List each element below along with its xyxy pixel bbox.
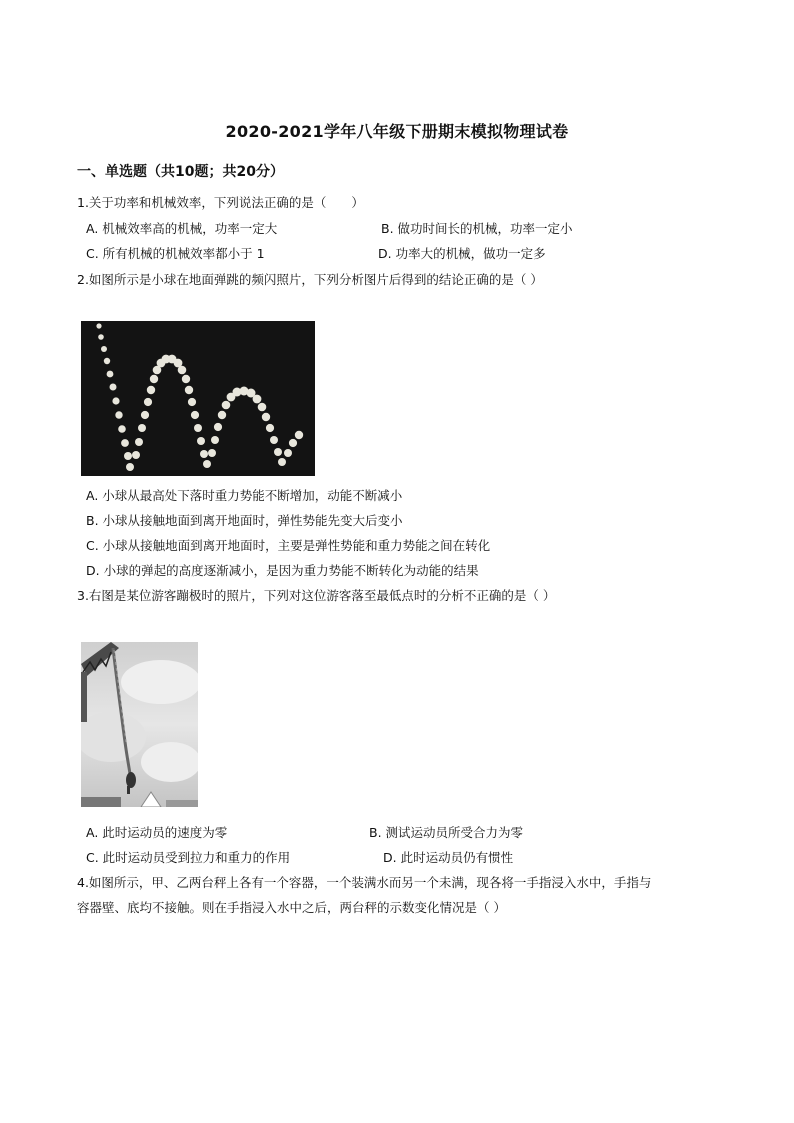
question-1-option-d: D. 功率大的机械，做功一定多 — [378, 246, 546, 261]
question-4-stem-line2: 容器壁、底均不接触。则在手指浸入水中之后，两台秤的示数变化情况是（ ） — [77, 900, 506, 915]
section-heading: 一、单选题（共10题；共20分） — [77, 164, 284, 180]
question-2-option-d: D. 小球的弹起的高度逐渐减小，是因为重力势能不断转化为动能的结果 — [86, 563, 479, 578]
question-1-stem: 1.关于功率和机械效率，下列说法正确的是（ ） — [77, 195, 364, 210]
question-2-option-b: B. 小球从接触地面到离开地面时，弹性势能先变大后变小 — [86, 513, 403, 528]
question-3-option-d: D. 此时运动员仍有惯性 — [383, 850, 514, 865]
page-title: 2020-2021学年八年级下册期末模拟物理试卷 — [225, 122, 569, 141]
question-3-option-c: C. 此时运动员受到拉力和重力的作用 — [86, 850, 291, 865]
question-1-option-c: C. 所有机械的机械效率都小于 1 — [86, 246, 265, 261]
question-2-stem: 2.如图所示是小球在地面弹跳的频闪照片，下列分析图片后得到的结论正确的是（ ） — [77, 272, 543, 287]
question-1-option-a: A. 机械效率高的机械，功率一定大 — [86, 221, 278, 236]
question-3-option-a: A. 此时运动员的速度为零 — [86, 825, 228, 840]
question-4-stem-line1: 4.如图所示，甲、乙两台秤上各有一个容器，一个装满水而另一个未满，现各将一手指浸入水中，手指与 — [77, 875, 652, 890]
bungee-jump-photo — [81, 642, 198, 807]
question-3-stem: 3.右图是某位游客蹦极时的照片，下列对这位游客落至最低点时的分析不正确的是（ ） — [77, 588, 556, 603]
question-1-option-b: B. 做功时间长的机械，功率一定小 — [381, 221, 573, 236]
question-2-option-a: A. 小球从最高处下落时重力势能不断增加，动能不断减小 — [86, 488, 403, 503]
question-2-option-c: C. 小球从接触地面到离开地面时，主要是弹性势能和重力势能之间在转化 — [86, 538, 491, 553]
question-3-option-b: B. 测试运动员所受合力为零 — [369, 825, 524, 840]
bouncing-ball-photo — [81, 321, 315, 476]
